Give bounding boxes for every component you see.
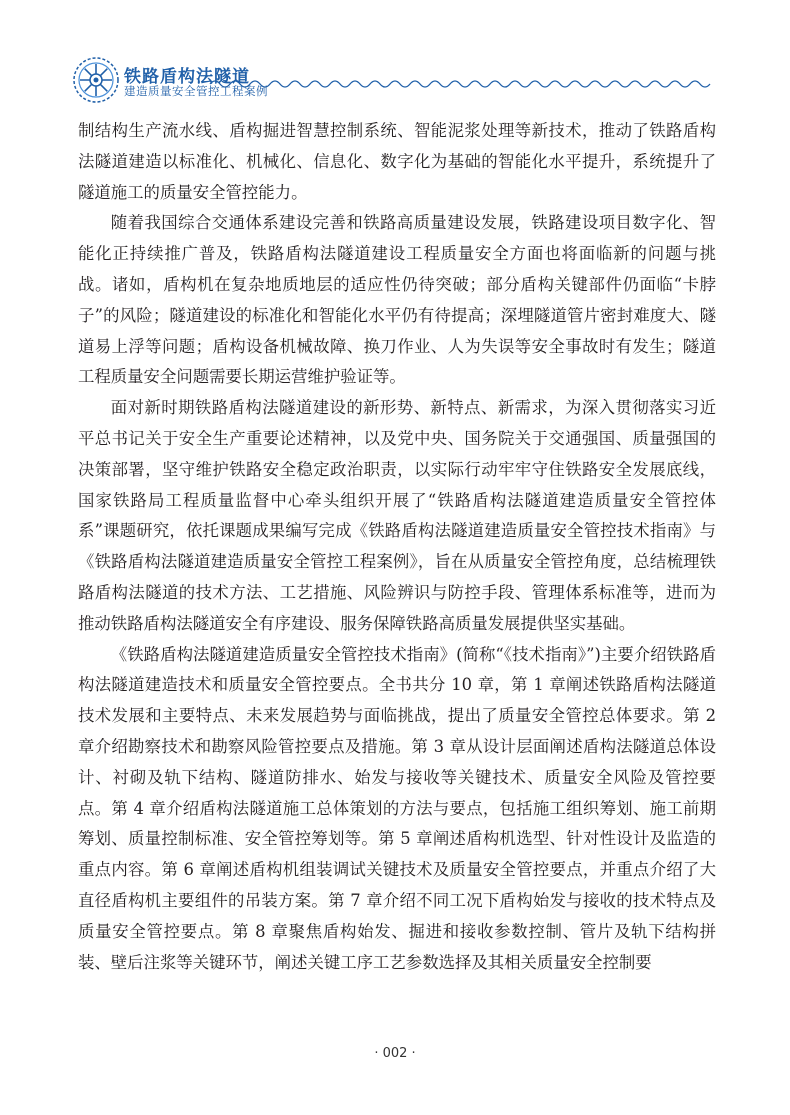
paragraph-1: 制结构生产流水线、盾构掘进智慧控制系统、智能泥浆处理等新技术，推动了铁路盾构法隧道建造以标准化、机械化、信息化、数字化为基础的智能化水平提升，系统提升了隧道施工的质量安全管控能力。 xyxy=(78,121,716,202)
paragraph-3: 面对新时期铁路盾构法隧道建设的新形势、新特点、新需求，为深入贯彻落实习近平总书记关于安全生产重要论述精神，以及党中央、国务院关于交通强国、质量强国的决策部署，坚守维护铁路安全稳定政治职责，以实际行动牢牢守住铁路安全发展底线，国家铁路局工程质量监督中心牵头组织开展了“铁路盾构法隧道建造质量安全管控体系”课题研究，依托课题成果编写完成《铁路盾构法隧道建造质量安全管控技术指南》与《铁路盾构法隧道建造质量安全管控工程案例》，旨在从质量安全管控角度，总结梳理铁路盾构法隧道的技术方法、工艺措施、风险辨识与防控手段、管理体系标准等，进而为推动铁路盾构法隧道安全有序建设、服务保障铁路高质量发展提供坚实基础。 xyxy=(78,398,716,633)
body-text xyxy=(78,116,716,978)
paragraph-2: 随着我国综合交通体系建设完善和铁路高质量建设发展，铁路建设项目数字化、智能化正持续推广普及，铁路盾构法隧道建设工程质量安全方面也将面临新的问题与挑战。诸如，盾构机在复杂地质地层的适应性仍待突破；部分盾构关键部件仍面临“卡脖子”的风险；隧道建设的标准化和智能化水平仍有待提高；深埋隧道管片密封难度大、隧道易上浮等问题；盾构设备机械故障、换刀作业、人为失误等安全事故时有发生；隧道工程质量安全问题需要长期运营维护验证等。 xyxy=(78,213,716,387)
header-title: 铁路盾构法隧道 xyxy=(124,67,250,87)
shield-tunnel-logo-icon xyxy=(72,56,120,104)
header-subtitle: 建造质量安全管控工程案例 xyxy=(124,84,268,98)
page-number: · 002 · xyxy=(374,1046,416,1061)
paragraph-4: 《铁路盾构法隧道建造质量安全管控技术指南》(简称“《技术指南》”)主要介绍铁路盾构法隧道建造技术和质量安全管控要点。全书共分 10 章，第 1 章阐述铁路盾构法隧道技术发展和主要特点、未来发展趋势与面临挑战，提出了质量安全管控总体要求。第 2 章介绍勘察技术和勘察风险管控要点及措施。第 3 章从设计层面阐述盾构法隧道总体设计、衬砌及轨下结构、隧道防排水、始发与接收等关键技术、质量安全风险及管控要点。第 4 章介绍盾构法隧道施工总体策划的方法与要点，包括施工组织筹划、施工前期筹划、质量控制标准、安全管控筹划等。第 5 章阐述盾构机选型、针对性设计及监造的重点内容。第 6 章阐述盾构机组装调试关键技术及质量安全管控要点，并重点介绍了大直径盾构机主要组件的吊装方案。第 7 章介绍不同工况下盾构始发与接收的技术特点及质量安全管控要点。第 8 章聚焦盾构始发、掘进和接收参数控制、管片及轨下结构拼装、壁后注浆等关键环节，阐述关键工序工艺参数选择及其相关质量安全控制要 xyxy=(78,644,716,972)
page-header xyxy=(0,0,790,110)
